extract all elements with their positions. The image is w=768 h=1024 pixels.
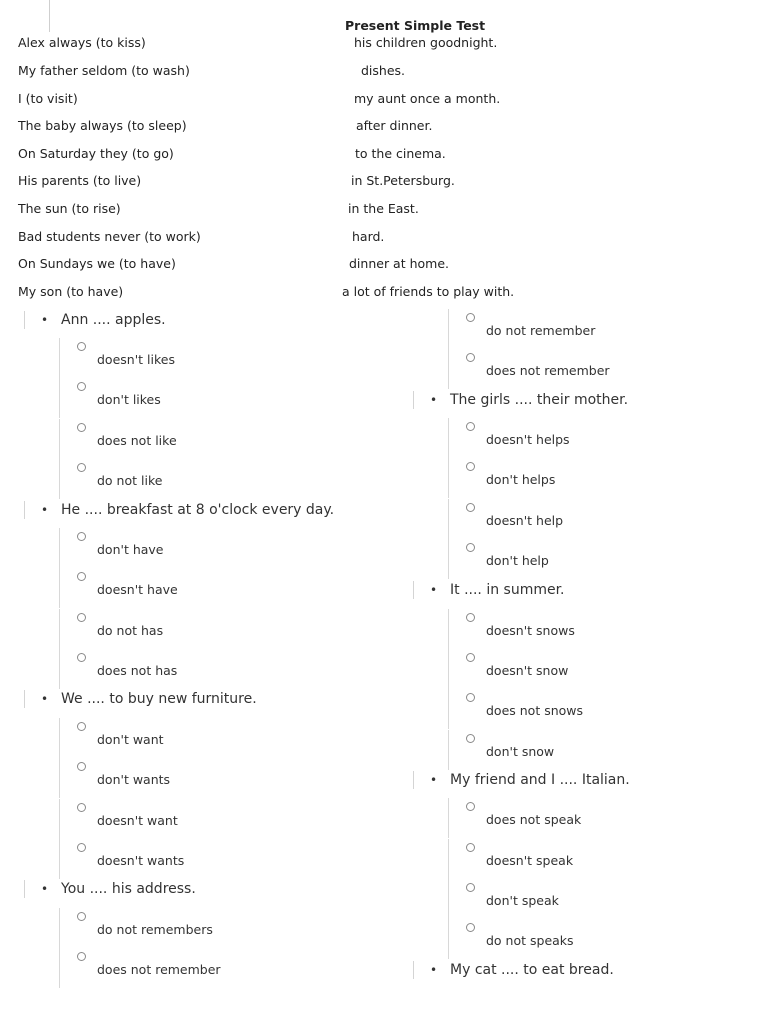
option-indent-line — [59, 758, 60, 798]
option-label[interactable]: does not speak — [486, 812, 582, 827]
option-indent-line — [448, 499, 449, 539]
question-indent-line — [24, 501, 25, 519]
option-indent-line — [448, 309, 449, 349]
bullet-icon: • — [430, 393, 438, 407]
radio-button[interactable] — [466, 843, 475, 852]
radio-button[interactable] — [466, 802, 475, 811]
sentence-prompt: On Sundays we (to have) — [18, 256, 176, 271]
radio-button[interactable] — [466, 613, 475, 622]
sentence-row — [18, 34, 538, 52]
option-indent-line — [448, 879, 449, 919]
question-text — [41, 690, 257, 708]
sentence-ending: dishes. — [361, 63, 406, 78]
option-indent-line — [448, 539, 449, 579]
question-prompt: My cat .... to eat bread. — [450, 962, 614, 978]
sentence-ending: hard. — [352, 229, 385, 244]
question-text — [430, 581, 565, 599]
bullet-icon: • — [41, 313, 49, 327]
sentence-prompt: The sun (to rise) — [18, 201, 121, 216]
option-indent-line — [448, 418, 449, 458]
question-text — [41, 311, 166, 329]
radio-button[interactable] — [77, 762, 86, 771]
sentence-row — [18, 90, 538, 108]
radio-button[interactable] — [466, 353, 475, 362]
option-label[interactable]: doesn't speak — [486, 853, 574, 868]
radio-button[interactable] — [466, 653, 475, 662]
sentence-row — [18, 172, 538, 190]
option-label[interactable]: does not has — [97, 663, 178, 678]
radio-button[interactable] — [466, 923, 475, 932]
radio-button[interactable] — [77, 382, 86, 391]
radio-button[interactable] — [466, 503, 475, 512]
radio-button[interactable] — [77, 912, 86, 921]
sentence-prompt: Bad students never (to work) — [18, 229, 201, 244]
sentence-prompt: I (to visit) — [18, 91, 78, 106]
question-indent-line — [413, 771, 414, 789]
option-label[interactable]: does not remember — [97, 962, 221, 977]
sentence-prompt: His parents (to live) — [18, 173, 142, 188]
option-indent-line — [59, 799, 60, 839]
radio-button[interactable] — [466, 462, 475, 471]
option-label[interactable]: doesn't help — [486, 513, 564, 528]
sentence-ending: dinner at home. — [349, 256, 449, 271]
sentence-prompt: My son (to have) — [18, 284, 124, 299]
radio-button[interactable] — [77, 722, 86, 731]
option-indent-line — [59, 378, 60, 418]
option-indent-line — [448, 649, 449, 689]
page-title: Present Simple Test — [345, 18, 486, 33]
radio-button[interactable] — [77, 803, 86, 812]
question-text — [430, 961, 614, 979]
bullet-icon: • — [41, 503, 49, 517]
sentence-ending: his children goodnight. — [354, 35, 498, 50]
question-indent-line — [24, 311, 25, 329]
option-label[interactable]: do not like — [97, 473, 163, 488]
question-text — [430, 771, 630, 789]
option-label[interactable]: doesn't want — [97, 813, 178, 828]
radio-button[interactable] — [77, 423, 86, 432]
sentence-ending: to the cinema. — [355, 146, 446, 161]
option-label[interactable]: don't likes — [97, 392, 161, 407]
radio-button[interactable] — [77, 532, 86, 541]
option-indent-line — [59, 649, 60, 689]
sentence-row — [18, 255, 538, 273]
radio-button[interactable] — [466, 422, 475, 431]
question-text — [41, 880, 196, 898]
sentence-prompt: The baby always (to sleep) — [18, 118, 187, 133]
sentence-ending: in the East. — [348, 201, 419, 216]
radio-button[interactable] — [466, 693, 475, 702]
option-label[interactable]: don't help — [486, 553, 549, 568]
option-indent-line — [448, 919, 449, 959]
option-indent-line — [448, 689, 449, 729]
option-indent-line — [59, 839, 60, 879]
option-label[interactable]: doesn't snows — [486, 623, 575, 638]
bullet-icon: • — [430, 773, 438, 787]
bullet-icon: • — [430, 583, 438, 597]
sentence-row — [18, 200, 538, 218]
radio-button[interactable] — [77, 952, 86, 961]
option-indent-line — [448, 458, 449, 498]
option-indent-line — [59, 908, 60, 948]
option-indent-line — [59, 419, 60, 459]
option-label[interactable]: don't helps — [486, 472, 556, 487]
option-label[interactable]: don't snow — [486, 744, 555, 759]
question-text — [41, 501, 334, 519]
option-label[interactable]: do not speaks — [486, 933, 574, 948]
bullet-icon: • — [41, 882, 49, 896]
option-indent-line — [59, 459, 60, 499]
sentence-ending: after dinner. — [356, 118, 433, 133]
question-prompt: My friend and I .... Italian. — [450, 772, 630, 788]
option-label[interactable]: do not remembers — [97, 922, 213, 937]
sentence-row — [18, 228, 538, 246]
radio-button[interactable] — [466, 543, 475, 552]
sentence-row — [18, 62, 538, 80]
question-indent-line — [24, 690, 25, 708]
option-label[interactable]: don't have — [97, 542, 164, 557]
question-prompt: It .... in summer. — [450, 582, 565, 598]
option-indent-line — [448, 839, 449, 879]
question-indent-line — [24, 880, 25, 898]
option-indent-line — [448, 798, 449, 838]
option-label[interactable]: does not remember — [486, 363, 610, 378]
radio-button[interactable] — [77, 572, 86, 581]
option-indent-line — [59, 338, 60, 378]
sentence-row — [18, 283, 538, 301]
option-label[interactable]: does not snows — [486, 703, 584, 718]
question-prompt: Ann .... apples. — [61, 312, 166, 328]
option-label[interactable]: do not remember — [486, 323, 596, 338]
question-prompt: The girls .... their mother. — [450, 392, 629, 408]
option-label[interactable]: doesn't likes — [97, 352, 175, 367]
radio-button[interactable] — [466, 313, 475, 322]
option-indent-line — [59, 948, 60, 988]
option-label[interactable]: don't wants — [97, 772, 171, 787]
option-indent-line — [59, 718, 60, 758]
radio-button[interactable] — [77, 463, 86, 472]
radio-button[interactable] — [77, 342, 86, 351]
option-label[interactable]: don't speak — [486, 893, 559, 908]
option-indent-line — [59, 609, 60, 649]
question-indent-line — [413, 391, 414, 409]
sentence-ending: in St.Petersburg. — [351, 173, 455, 188]
option-indent-line — [59, 528, 60, 568]
question-prompt: You .... his address. — [61, 881, 196, 897]
radio-button[interactable] — [466, 883, 475, 892]
sentence-row — [18, 145, 538, 163]
question-indent-line — [413, 581, 414, 599]
option-indent-line — [59, 568, 60, 608]
margin-rule — [49, 0, 50, 32]
option-indent-line — [448, 730, 449, 770]
radio-button[interactable] — [77, 843, 86, 852]
option-label[interactable]: don't want — [97, 732, 164, 747]
sentence-prompt: My father seldom (to wash) — [18, 63, 190, 78]
radio-button[interactable] — [77, 653, 86, 662]
sentence-prompt: Alex always (to kiss) — [18, 35, 146, 50]
option-label[interactable]: doesn't wants — [97, 853, 185, 868]
option-label[interactable]: doesn't snow — [486, 663, 569, 678]
question-indent-line — [413, 961, 414, 979]
option-label[interactable]: doesn't have — [97, 582, 178, 597]
sentence-row — [18, 117, 538, 135]
sentence-prompt: On Saturday they (to go) — [18, 146, 174, 161]
sentence-ending: a lot of friends to play with. — [342, 284, 515, 299]
option-label[interactable]: does not like — [97, 433, 177, 448]
radio-button[interactable] — [466, 734, 475, 743]
radio-button[interactable] — [77, 613, 86, 622]
option-label[interactable]: doesn't helps — [486, 432, 570, 447]
question-prompt: He .... breakfast at 8 o'clock every day. — [61, 502, 335, 518]
sentence-ending: my aunt once a month. — [354, 91, 501, 106]
option-label[interactable]: do not has — [97, 623, 164, 638]
question-text — [430, 391, 628, 409]
option-indent-line — [448, 349, 449, 389]
option-indent-line — [448, 609, 449, 649]
question-prompt: We .... to buy new furniture. — [61, 691, 257, 707]
bullet-icon: • — [430, 963, 438, 977]
bullet-icon: • — [41, 692, 49, 706]
